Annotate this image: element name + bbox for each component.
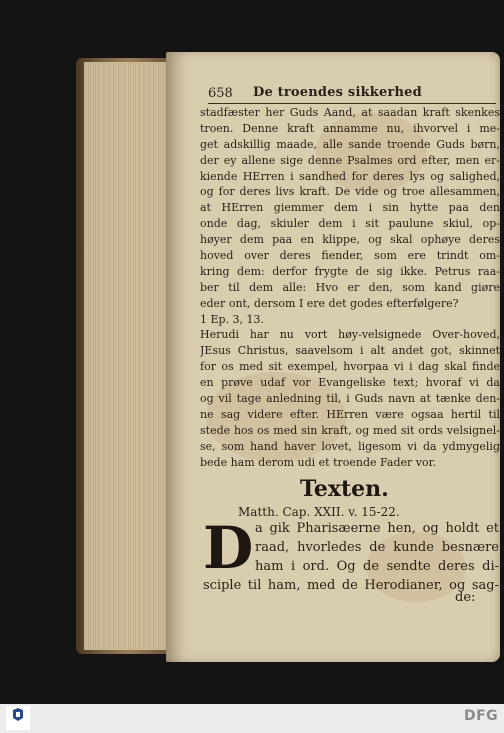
body-line: bede ham derom udi et troende Fader vor. <box>200 455 437 469</box>
body-line: onde dag, skiuler dem i sit paulune skiul, op- <box>200 217 500 231</box>
body-line: 1 Ep. 3, 13. <box>200 312 265 326</box>
gospel-line: ham i ord. Og de sendte deres di- <box>255 559 499 574</box>
body-line: get adskillig maade, alle sande troende Guds børn, <box>200 137 500 151</box>
running-head: De troendes sikkerhed <box>253 85 422 100</box>
body-text <box>200 105 500 470</box>
body-line: kring dem: derfor frygte de sig ikke. Petrus raa- <box>200 264 500 278</box>
body-line: ber til dem alle: Hvo er den, som kand giøre <box>200 280 500 294</box>
gospel-line: a gik Pharisæerne hen, og holdt et <box>255 521 499 536</box>
body-line: se, som hand haver lovet, ligesom vi da ydmygelig <box>200 439 500 453</box>
scripture-reference: Matth. Cap. XXII. v. 15-22. <box>238 505 400 519</box>
body-line: hoved over deres fiender, som ere trindt om- <box>200 249 500 263</box>
body-line: stede hos os med sin kraft, og med sit ords velsignel- <box>200 423 500 437</box>
gospel-text <box>203 514 499 595</box>
body-line: stadfæster her Guds Aand, at saadan kraft skenkes <box>200 106 500 119</box>
page-edges <box>84 62 170 650</box>
drop-cap-initial: D <box>203 514 254 582</box>
body-line: JEsus Christus, saavelsom i alt andet got, skinnet <box>200 344 500 358</box>
body-line: og vil tage anledning til, i Guds navn at tænke den- <box>200 392 500 406</box>
viewer-footer <box>0 704 504 733</box>
body-line: for os med sit exempel, hvorpaa vi i dag skal finde <box>200 360 500 374</box>
section-heading: Texten. <box>300 476 389 502</box>
header-rule <box>208 103 496 104</box>
body-line: og for deres livs kraft. De vide og troe allesammen, <box>200 185 500 199</box>
body-line: kiende HErren i sandhed for deres lys og salighed, <box>200 169 500 183</box>
institution-logo[interactable] <box>6 706 30 730</box>
body-line: Herudi har nu vort høy-velsignede Over-hoved, <box>200 328 500 342</box>
body-line: høyer dem paa en klippe, og skal ophøye deres <box>200 233 500 247</box>
page-number: 658 <box>208 86 233 101</box>
gospel-line: sciple til ham, med de Herodianer, og sag- <box>203 578 499 593</box>
body-line: at HErren giemmer dem i sin hytte paa den <box>200 201 500 215</box>
logo-icon <box>6 706 30 730</box>
catchword: de: <box>455 590 476 605</box>
body-line: en prøve udaf vor Evangeliske text; hvoraf vi da <box>200 376 500 390</box>
body-line: ne sag videre efter. HErren være ogsaa hertil til <box>200 407 500 421</box>
gospel-line: raad, hvorledes de kunde besnære <box>255 540 499 555</box>
dfg-logo[interactable]: DFG <box>464 708 499 724</box>
body-line: eder ont, dersom I ere det godes efterfølgere? <box>200 296 459 310</box>
page-header <box>208 86 498 104</box>
body-line: troen. Denne kraft annamme nu, ihvorvel i me- <box>200 121 500 135</box>
body-line: der ey allene sige denne Psalmes ord efter, men er- <box>200 153 500 167</box>
